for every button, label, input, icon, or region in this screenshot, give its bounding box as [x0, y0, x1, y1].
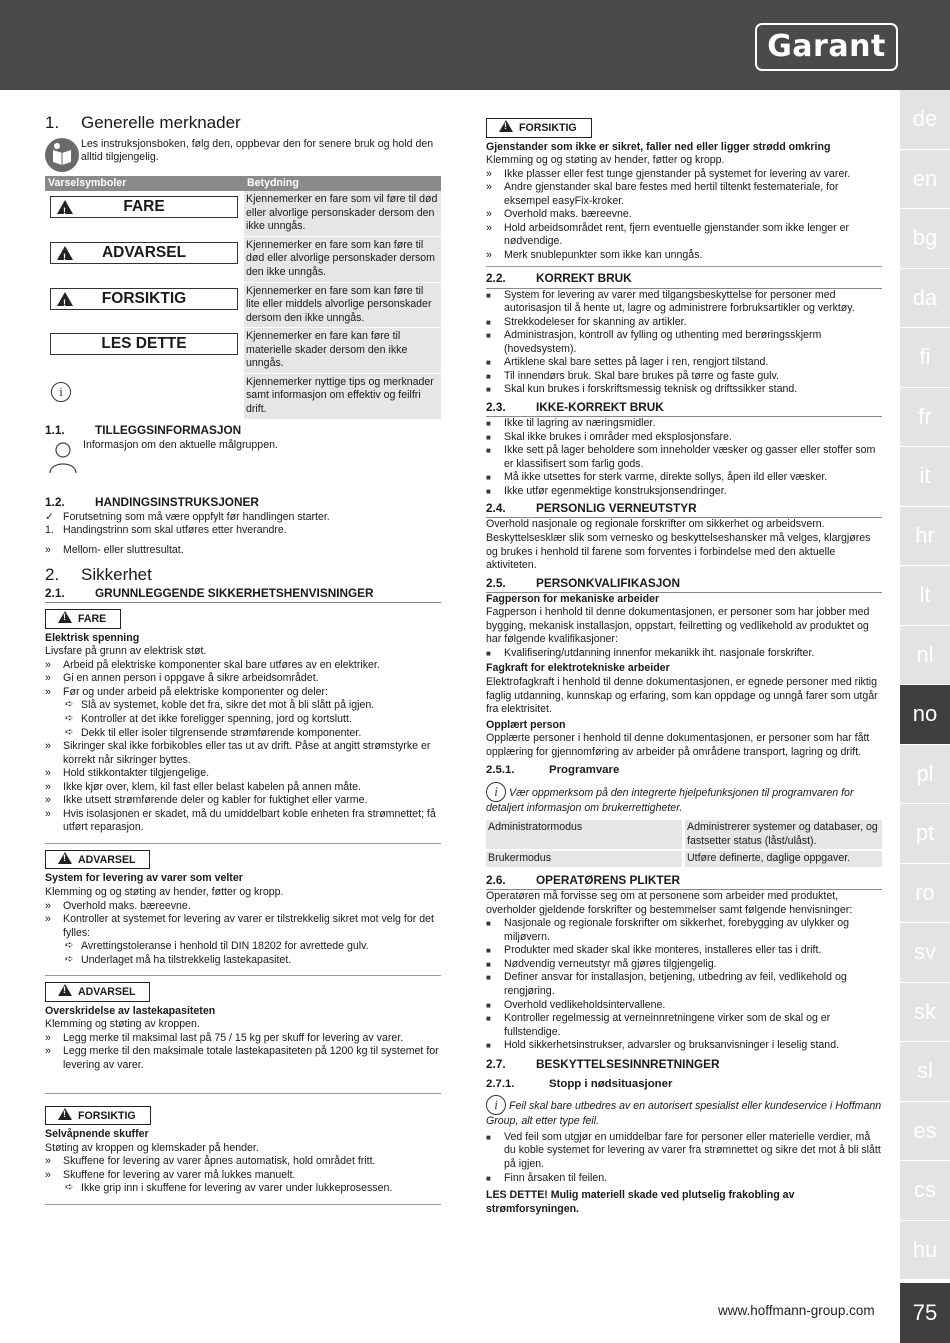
section-2-1-heading: 2.1. GRUNNLEGGENDE SIKKERHETSHENVISNINGER — [45, 586, 441, 603]
signal-les-dette: LES DETTE — [50, 333, 238, 355]
divider — [45, 1093, 441, 1094]
warning-list — [45, 659, 441, 700]
list-item: ■ Overhold vedlikeholdsintervallene. — [486, 999, 882, 1013]
operator-duties-list — [486, 917, 882, 1052]
right-column — [486, 114, 882, 1216]
warning-triangle-icon — [57, 200, 73, 214]
warning-list — [45, 740, 441, 835]
incorrect-use-list — [486, 417, 882, 498]
warning-text: Klemming og og støting av hender, føtter og kropp. — [486, 154, 725, 167]
warning-heading: System for levering av varer som velter — [45, 872, 243, 885]
warning-triangle-icon — [499, 120, 513, 132]
list-item: » Arbeid på elektriske komponenter skal bare utføres av en elektriker. — [45, 659, 441, 673]
warning-badge-fare: !FARE — [45, 609, 121, 629]
signal-advarsel: ! ADVARSEL — [50, 242, 238, 264]
list-item: » Hold stikkontakter tilgjengelige. — [45, 767, 441, 781]
list-item: ■ Produkter med skader skal ikke monteres, installeres eller tas i drift. — [486, 944, 882, 958]
list-item: ■ Kvalifisering/utdanning innenfor mekanikk iht. nasjonale forskrifter. — [486, 647, 882, 661]
warning-heading: Gjenstander som ikke er sikret, faller ned eller ligger strødd omkring — [486, 140, 831, 153]
language-tab-bg[interactable]: bg — [900, 209, 950, 269]
warning-triangle-icon — [57, 292, 73, 306]
warning-heading: Overskridelse av lastekapasiteten — [45, 1004, 216, 1017]
table-row — [45, 373, 441, 419]
instruction-step: 1. Handingstrinn som skal utføres etter hverandre. — [45, 524, 287, 537]
operator-duties-text: Operatøren må forvisse seg om at personene som arbeider med produktet, overholder gjeldende forskrifter og bestemmelser samt følgende henvisninger: — [486, 890, 853, 916]
warning-symbols-table — [45, 176, 441, 420]
checkmark-icon: ✓ — [45, 510, 54, 523]
list-item: ■ Skal ikke brukes i områder med eksplosjonsfare. — [486, 431, 882, 445]
qualification-text: Elektrofagkraft i henhold til denne dokumentasjonen, er egnede personer med riktig faglig utdanning, kunnskap og erfaring, som kan oppdage og unngå farer som utgår fra elektrisitet. — [486, 675, 878, 716]
list-item: ➪ Kontroller at det ikke foreligger spenning, jord og kortslutt. — [45, 713, 441, 727]
language-tab-nl[interactable]: nl — [900, 626, 950, 686]
list-item: ➪ Avrettingstoleranse i henhold til DIN 18202 for avrettede gulv. — [45, 940, 441, 954]
table-row — [45, 282, 441, 328]
warning-heading: Selvåpnende skuffer — [45, 1128, 149, 1141]
language-tab-sk[interactable]: sk — [900, 983, 950, 1043]
table-row — [486, 820, 882, 850]
qualification-heading: Opplært person — [486, 718, 566, 731]
warning-badge-forsiktig: !FORSIKTIG — [486, 118, 592, 138]
warning-text: Livsfare på grunn av elektrisk støt. — [45, 645, 207, 658]
language-tab-fr[interactable]: fr — [900, 388, 950, 448]
section-1-heading: 1. Generelle merknader — [45, 113, 241, 132]
section-2-2-heading: 2.2. KORREKT BRUK — [486, 271, 882, 288]
list-item: » Ikke utsett strømførende deler og kabler for fuktighet eller varme. — [45, 794, 441, 808]
table-header-symbols: Varselsymboler — [45, 176, 244, 192]
divider — [45, 1204, 441, 1205]
list-item: » Før og under arbeid på elektriske komponenter og deler: — [45, 686, 441, 700]
list-item: » Overhold maks. bæreevne. — [486, 208, 882, 222]
table-row — [45, 191, 441, 236]
list-item: ■ Ikke til lagring av næringsmidler. — [486, 417, 882, 431]
list-item: » Kontroller at systemet for levering av varer er tilstrekkelig sikret mot velg for det fylles: — [45, 913, 441, 940]
info-icon: i — [486, 782, 506, 802]
qualification-heading: Fagperson for mekaniske arbeider — [486, 592, 660, 605]
software-note: i Vær oppmerksom på den integrerte hjelpefunksjonen til programvaren for detaljert informasjon om brukerrettigheter. — [486, 783, 854, 814]
warning-text: Klemming og og støting av hender, føtter og kropp. — [45, 886, 284, 899]
list-item: » Ikke plasser eller fest tunge gjenstander på systemet for levering av varer. — [486, 168, 882, 182]
language-tab-de[interactable]: de — [900, 90, 950, 150]
warning-triangle-icon — [58, 852, 72, 864]
section-2-heading: 2. Sikkerhet — [45, 565, 152, 585]
list-item: » Ikke kjør over, klem, kil fast eller belast kabelen på annen måte. — [45, 781, 441, 795]
section-1-2-heading: 1.2. HANDINGSINSTRUKSJONER — [45, 494, 259, 509]
target-group-note — [45, 439, 441, 483]
read-manual-icon — [45, 138, 79, 172]
mode-cell: Brukermodus — [486, 850, 684, 868]
list-item: ■ Til innendørs bruk. Skal bare brukes på tørre og faste gulv. — [486, 370, 882, 384]
meaning-cell: Kjennemerker en fare kan føre til materielle skader dersom den ikke unngås. — [244, 328, 441, 374]
person-icon — [45, 439, 81, 475]
section-2-3-heading: 2.3. IKKE-KORREKT BRUK — [486, 400, 882, 417]
section-2-5-1-heading: 2.5.1. Programvare — [486, 764, 620, 777]
language-tab-it[interactable]: it — [900, 447, 950, 507]
garant-logo: Garant — [755, 23, 898, 71]
language-tab-hu[interactable]: hu — [900, 1221, 950, 1281]
language-tab-sv[interactable]: sv — [900, 923, 950, 983]
page-number: 75 — [900, 1283, 950, 1343]
list-item: » Hvis isolasjonen er skadet, må du umiddelbart koble enheten fra strømnettet; få utført reparasjon. — [45, 808, 441, 835]
list-item: ➪ Slå av systemet, koble det fra, sikre det mot å bli slått på igjen. — [45, 699, 441, 713]
list-item: ➪ Underlaget må ha tilstrekkelig lastekapasitet. — [45, 954, 441, 968]
table-row — [45, 236, 441, 282]
language-tab-pl[interactable]: pl — [900, 745, 950, 805]
language-tab-sl[interactable]: sl — [900, 1042, 950, 1102]
warning-sublist — [45, 940, 441, 967]
language-tab-en[interactable]: en — [900, 150, 950, 210]
list-item: » Hold arbeidsområdet rent, fjern eventuelle gjenstander som ikke lenger er nødvendige. — [486, 222, 882, 249]
list-item: » Sikringer skal ikke forbikobles eller tas ut av drift. Påse at angitt strømstyrke er korrekt når sikringer byttes. — [45, 740, 441, 767]
warning-list — [45, 1155, 441, 1182]
warning-badge-advarsel: !ADVARSEL — [45, 982, 150, 1002]
qualification-text: Opplærte personer i henhold til denne dokumentasjonen, er personer som har fått opplæring for gjennomføring av arbeider på områdene transport, lagring og drift. — [486, 732, 870, 758]
language-tab-da[interactable]: da — [900, 269, 950, 329]
divider — [486, 266, 882, 267]
warning-badge-advarsel: !ADVARSEL — [45, 850, 150, 870]
language-tab-pt[interactable]: pt — [900, 804, 950, 864]
qualification-list — [486, 647, 882, 661]
list-item: ■ Ikke utfør egenmektige konstruksjonsendringer. — [486, 485, 882, 499]
list-item: » Overhold maks. bæreevne. — [45, 900, 441, 914]
warning-sublist — [45, 699, 441, 740]
language-tab-es[interactable]: es — [900, 1102, 950, 1162]
list-item: » Skuffene for levering av varer åpnes automatisk, hold området fritt. — [45, 1155, 441, 1169]
list-item: ■ Finn årsaken til feilen. — [486, 1172, 882, 1186]
table-row — [486, 850, 882, 868]
qualification-text: Fagperson i henhold til denne dokumentasjonen, er personer som har jobber med bygging, mekanisk installasjon, oppstart, feilretting og vedlikehold av produktet og har følgende kvalifikasjoner: — [486, 606, 870, 646]
warning-triangle-icon — [58, 1108, 72, 1120]
ppe-text: Overhold nasjonale og regionale forskrifter om sikkerhet og arbeidsvern. Beskyttelsesklær slik som vernesko og beskyttelseshansker må velges, klargjøres og brukes i henhold til farene som forventes i forbindelse med den aktuelle aktiviteten. — [486, 518, 871, 572]
meaning-cell: Kjennemerker en fare som vil føre til død eller alvorlige personskader dersom den ikke unngås. — [244, 191, 441, 236]
list-item: ■ Artiklene skal bare settes på lager i ren, rengjort tilstand. — [486, 356, 882, 370]
intro-text: Les instruksjonsboken, følg den, oppbevar den for senere bruk og hold den alltid tilgjengelig. — [81, 137, 434, 164]
list-item: ■ Administrasjon, kontroll av fylling og uthenting med berøringsskjerm (hovedsystem). — [486, 329, 882, 356]
warning-text: Klemming og støting av kroppen. — [45, 1018, 200, 1031]
notice-text: LES DETTE! Mulig materiell skade ved plutselig frakobling av strømforsyningen. — [486, 1189, 795, 1215]
list-item: » Merk snublepunkter som ikke kan unngås. — [486, 249, 882, 263]
target-group-text: Informasjon om den aktuelle målgruppen. — [83, 438, 278, 451]
section-2-6-heading: 2.6. OPERATØRENS PLIKTER — [486, 873, 882, 890]
language-sidebar — [900, 90, 950, 1280]
instruction-result: » Mellom- eller sluttresultat. — [45, 543, 184, 556]
warning-triangle-icon — [57, 246, 73, 260]
left-column — [45, 112, 441, 1205]
language-tab-fi[interactable]: fi — [900, 328, 950, 388]
table-row — [45, 328, 441, 374]
list-item: » Legg merke til maksimal last på 75 / 15 kg per skuff for levering av varer. — [45, 1032, 441, 1046]
list-item: ■ Må ikke utsettes for sterk varme, direkte sollys, åpen ild eller væsker. — [486, 471, 882, 485]
warning-triangle-icon — [58, 611, 72, 623]
section-2-7-heading: 2.7. BESKYTTELSESINNRETNINGER — [486, 1056, 720, 1071]
list-item: ■ Kontroller regelmessig at verneinnretningene virker som de skal og er fullstendige. — [486, 1012, 882, 1039]
website-footer[interactable]: www.hoffmann-group.com — [718, 1303, 875, 1318]
warning-list — [486, 168, 882, 263]
list-item: ■ System for levering av varer med tilgangsbeskyttelse for personer med autorisasjon til å hente ut, lagre og administrere forbruksartikler og verktøy. — [486, 289, 882, 316]
list-item: ■ Nasjonale og regionale forskrifter om sikkerhet, forebygging av ulykker og miljøvern. — [486, 917, 882, 944]
list-item: ■ Ikke sett på lager beholdere som inneholder væsker og gasser eller stoffer som er klassifisert som farlig gods. — [486, 444, 882, 471]
mode-desc-cell: Utføre definerte, daglige oppgaver. — [684, 850, 883, 868]
section-2-5-heading: 2.5. PERSONKVALIFIKASJON — [486, 576, 882, 593]
software-modes-table — [486, 820, 882, 869]
warning-list — [45, 1032, 441, 1073]
warning-badge-forsiktig: !FORSIKTIG — [45, 1106, 151, 1126]
list-item: ➪ Dekk til eller isoler tilgrensende strømførende komponenter. — [45, 727, 441, 741]
list-item: ➪ Ikke grip inn i skuffene for levering av varer under lukkeprosessen. — [45, 1182, 441, 1196]
manual-intro — [45, 138, 441, 172]
emergency-note: i Feil skal bare utbedres av en autorisert spesialist eller kundeservice i Hoffmann Group, alt etter type feil. — [486, 1097, 882, 1128]
list-item: » Andre gjenstander skal bare festes med hertil tiltenkt festemateriale, for eksempel easyFix-kroker. — [486, 181, 882, 208]
language-tab-hr[interactable]: hr — [900, 507, 950, 567]
warning-list — [45, 900, 441, 941]
warning-heading: Elektrisk spenning — [45, 631, 140, 644]
list-item: ■ Hold sikkerhetsinstrukser, advarsler og bruksanvisninger i leselig stand. — [486, 1039, 882, 1053]
table-header-meaning: Betydning — [244, 176, 441, 192]
meaning-cell: Kjennemerker en fare som kan føre til død eller alvorlige personskader dersom den ikke unngås. — [244, 236, 441, 282]
signal-fare: ! FARE — [50, 196, 238, 218]
instruction-prerequisite: ✓ Forutsetning som må være oppfylt før handlingen starter. — [45, 510, 330, 523]
meaning-cell: Kjennemerker nyttige tips og merknader samt informasjon om effektiv og feilfri drift. — [244, 373, 441, 419]
list-item: ■ Strekkodeleser for skanning av artikler. — [486, 316, 882, 330]
list-item: ■ Ved feil som utgjør en umiddelbar fare for personer eller materielle verdier, må du koble systemet for levering av varer fra strømnettet og sikre det mot å bli slått på igjen. — [486, 1131, 882, 1172]
list-item: » Gi en annen person i oppgave å sikre arbeidsområdet. — [45, 672, 441, 686]
warning-triangle-icon — [58, 984, 72, 996]
section-1-1-heading: 1.1. TILLEGGSINFORMASJON — [45, 422, 242, 437]
meaning-cell: Kjennemerker en fare som kan føre til lite eller middels alvorlige personskader dersom den ikke unngås. — [244, 282, 441, 328]
warning-text: Støting av kroppen og klemskader på hender. — [45, 1141, 259, 1154]
language-tab-no[interactable]: no — [900, 685, 950, 745]
info-icon: i — [486, 1095, 506, 1115]
divider — [45, 975, 441, 976]
language-tab-cs[interactable]: cs — [900, 1161, 950, 1221]
qualification-heading: Fagkraft for elektrotekniske arbeider — [486, 662, 670, 675]
language-tab-ro[interactable]: ro — [900, 864, 950, 924]
list-item: ■ Skal kun brukes i forskriftsmessig teknisk og driftssikker stand. — [486, 383, 882, 397]
list-item: ■ Nødvendig verneutstyr må gjøres tilgjengelig. — [486, 958, 882, 972]
warning-sublist — [45, 1182, 441, 1196]
list-item: » Legg merke til den maksimale totale lastekapasiteten på 1200 kg til systemet for levering av varer. — [45, 1045, 441, 1072]
section-2-4-heading: 2.4. PERSONLIG VERNEUTSTYR — [486, 501, 882, 518]
mode-desc-cell: Administrerer systemer og databaser, og fastsetter status (låst/ulåst). — [684, 820, 883, 850]
divider — [45, 843, 441, 844]
mode-cell: Administratormodus — [486, 820, 684, 850]
list-item: ■ Definer ansvar for installasjon, betjening, utbedring av feil, vedlikehold og rengjøring. — [486, 971, 882, 998]
list-item: » Skuffene for levering av varer må lukkes manuelt. — [45, 1169, 441, 1183]
info-icon: i — [51, 382, 71, 402]
page-header — [0, 0, 950, 90]
signal-forsiktig: ! FORSIKTIG — [50, 288, 238, 310]
emergency-list — [486, 1131, 882, 1185]
correct-use-list — [486, 289, 882, 397]
section-2-7-1-heading: 2.7.1. Stopp i nødsituasjoner — [486, 1077, 673, 1090]
language-tab-lt[interactable]: lt — [900, 566, 950, 626]
